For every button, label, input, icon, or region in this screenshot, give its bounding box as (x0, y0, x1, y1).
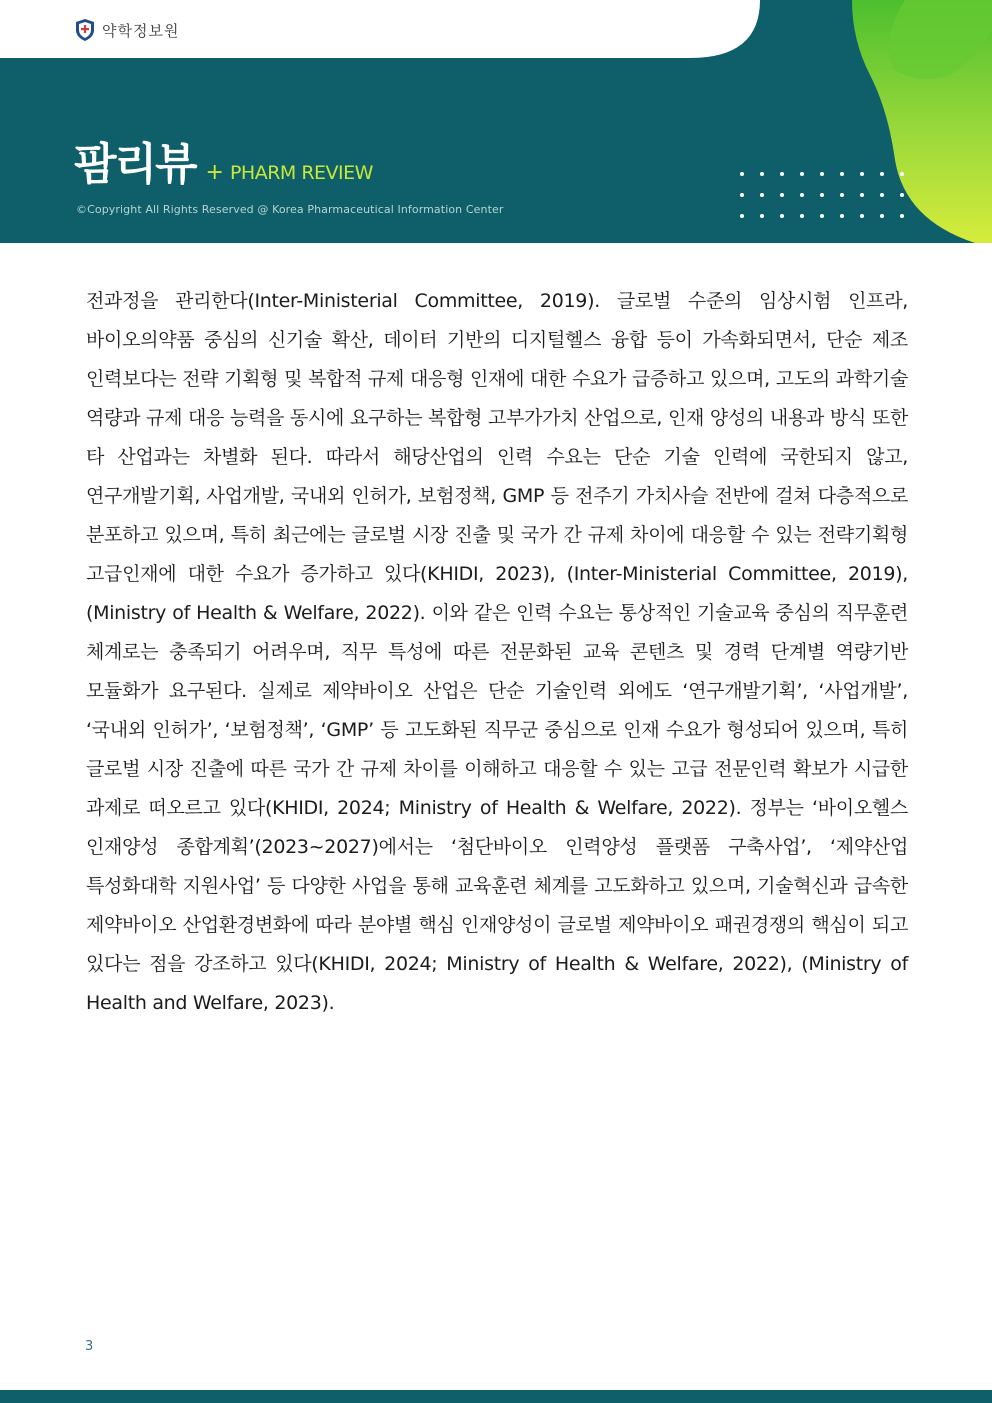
title-english: PHARM REVIEW (229, 162, 373, 184)
footer-bar (0, 1390, 992, 1403)
page-number: 3 (85, 1339, 94, 1354)
shield-icon (74, 18, 96, 42)
copyright-notice: ©Copyright All Rights Reserved @ Korea Pharmaceutical Information Center (76, 203, 504, 216)
org-logo (74, 18, 179, 42)
org-name: 약학정보원 (102, 21, 180, 40)
decorative-dot-grid (740, 172, 904, 218)
title-plus: + (205, 160, 224, 185)
publication-title (74, 139, 373, 190)
body-paragraph: 전과정을 관리한다(Inter-Ministerial Committee, 2019). 글로벌 수준의 임상시험 인프라, 바이오의약품 중심의 신기술 확산, 데이터 기반의 디지털헬스 융합 등이 가속화되면서, 단순 제조 인력보다는 전략 기획형 및 복합적 규제 대응형 인재에 대한 수요가 급증하고 있으며, 고도의 과학기술 역량과 규제 대응 능력을 동시에 요구하는 복합형 고부가가치 산업으로, 인재 양성의 내용과 방식 또한 타 산업과는 차별화 된다. 따라서 해당산업의 인력 수요는 단순 기술 인력에 국한되지 않고, 연구개발기획, 사업개발, 국내외 인허가, 보험정책, GMP 등 전주기 가치사슬 전반에 걸쳐 다층적으로 분포하고 있으며, 특히 최근에는 글로벌 시장 진출 및 국가 간 규제 차이에 대응할 수 있는 전략기획형 고급인재에 대한 수요가 증가하고 있다(KHIDI, 2023), (Inter-Ministerial Committee, 2019), (Ministry of Health & Welfare, 2022). 이와 같은 인력 수요는 통상적인 기술교육 중심의 직무훈련 체계로는 충족되기 어려우며, 직무 특성에 따른 전문화된 교육 콘텐츠 및 경력 단계별 역량기반 모듈화가 요구된다. 실제로 제약바이오 산업은 단순 기술인력 외에도 ‘연구개발기획’, ‘사업개발’, ‘국내외 인허가’, ‘보험정책’, ‘GMP’ 등 고도화된 직무군 중심으로 인재 수요가 형성되어 있으며, 특히 글로벌 시장 진출에 따른 국가 간 규제 차이를 이해하고 대응할 수 있는 고급 전문인력 확보가 시급한 과제로 떠오르고 있다(KHIDI, 2024; Ministry of Health & Welfare, 2022). 정부는 ‘바이오헬스 인재양성 종합계획’(2023~2027)에서는 ‘첨단바이오 인력양성 플랫폼 구축사업’, ‘제약산업 특성화대학 지원사업’ 등 다양한 사업을 통해 교육훈련 체계를 고도화하고 있으며, 기술혁신과 급속한 제약바이오 산업환경변화에 따라 분야별 핵심 인재양성이 글로벌 제약바이오 패권경쟁의 핵심이 되고 있다는 점을 강조하고 있다(KHIDI, 2024; Ministry of Health & Welfare, 2022), (Ministry of Health and Welfare, 2023). (86, 290, 908, 1014)
title-korean: 팜리뷰 (74, 139, 196, 190)
